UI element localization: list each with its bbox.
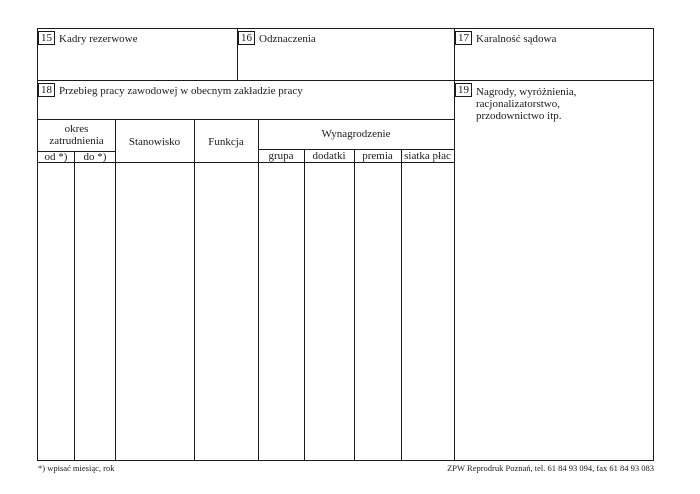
- header-stanowisko: Stanowisko: [128, 136, 181, 148]
- col-divider-wynagrodzenie: [258, 119, 259, 460]
- section-19-label-line2: racjonalizatorstwo,: [476, 98, 560, 110]
- section-15-number: 15: [38, 31, 55, 45]
- row-divider-section18: [38, 119, 454, 120]
- header-grupa: grupa: [268, 150, 294, 162]
- section-16-label: Odznaczenia: [259, 33, 316, 45]
- section-19-label-line3: przodownictwo itp.: [476, 110, 562, 122]
- col-divider-od-do: [74, 151, 75, 460]
- section-18-label: Przebieg pracy zawodowej w obecnym zakładzie pracy: [59, 85, 303, 97]
- section-19-number: 19: [455, 83, 472, 97]
- header-premia: premia: [362, 150, 393, 162]
- footnote: *) wpisać miesiąc, rok: [38, 463, 115, 473]
- section-19-label-line1: Nagrody, wyróżnienia,: [476, 86, 577, 98]
- header-od: od *): [44, 151, 68, 163]
- header-dodatki: dodatki: [312, 150, 346, 162]
- row-divider-top: [38, 80, 653, 81]
- header-wynagrodzenie: Wynagrodzenie: [321, 128, 391, 140]
- section-16-number: 16: [238, 31, 255, 45]
- header-do: do *): [83, 151, 107, 163]
- header-okres-line2: zatrudnienia: [49, 135, 104, 147]
- col-divider-siatka: [401, 149, 402, 460]
- col-divider-funkcja: [194, 119, 195, 460]
- section-17-label: Karalność sądowa: [476, 33, 557, 45]
- header-okres-line1: okres: [64, 123, 89, 135]
- col-divider-premia: [354, 149, 355, 460]
- section-17-number: 17: [455, 31, 472, 45]
- header-siatka: siatka płac: [404, 150, 451, 162]
- section-18-number: 18: [38, 83, 55, 97]
- section-15-label: Kadry rezerwowe: [59, 33, 138, 45]
- publisher-info: ZPW Reprodruk Poznań, tel. 61 84 93 094, fax 61 84 93 083: [447, 463, 654, 473]
- header-funkcja: Funkcja: [208, 136, 244, 148]
- col-divider-dodatki: [304, 149, 305, 460]
- col-divider-stanowisko: [115, 119, 116, 460]
